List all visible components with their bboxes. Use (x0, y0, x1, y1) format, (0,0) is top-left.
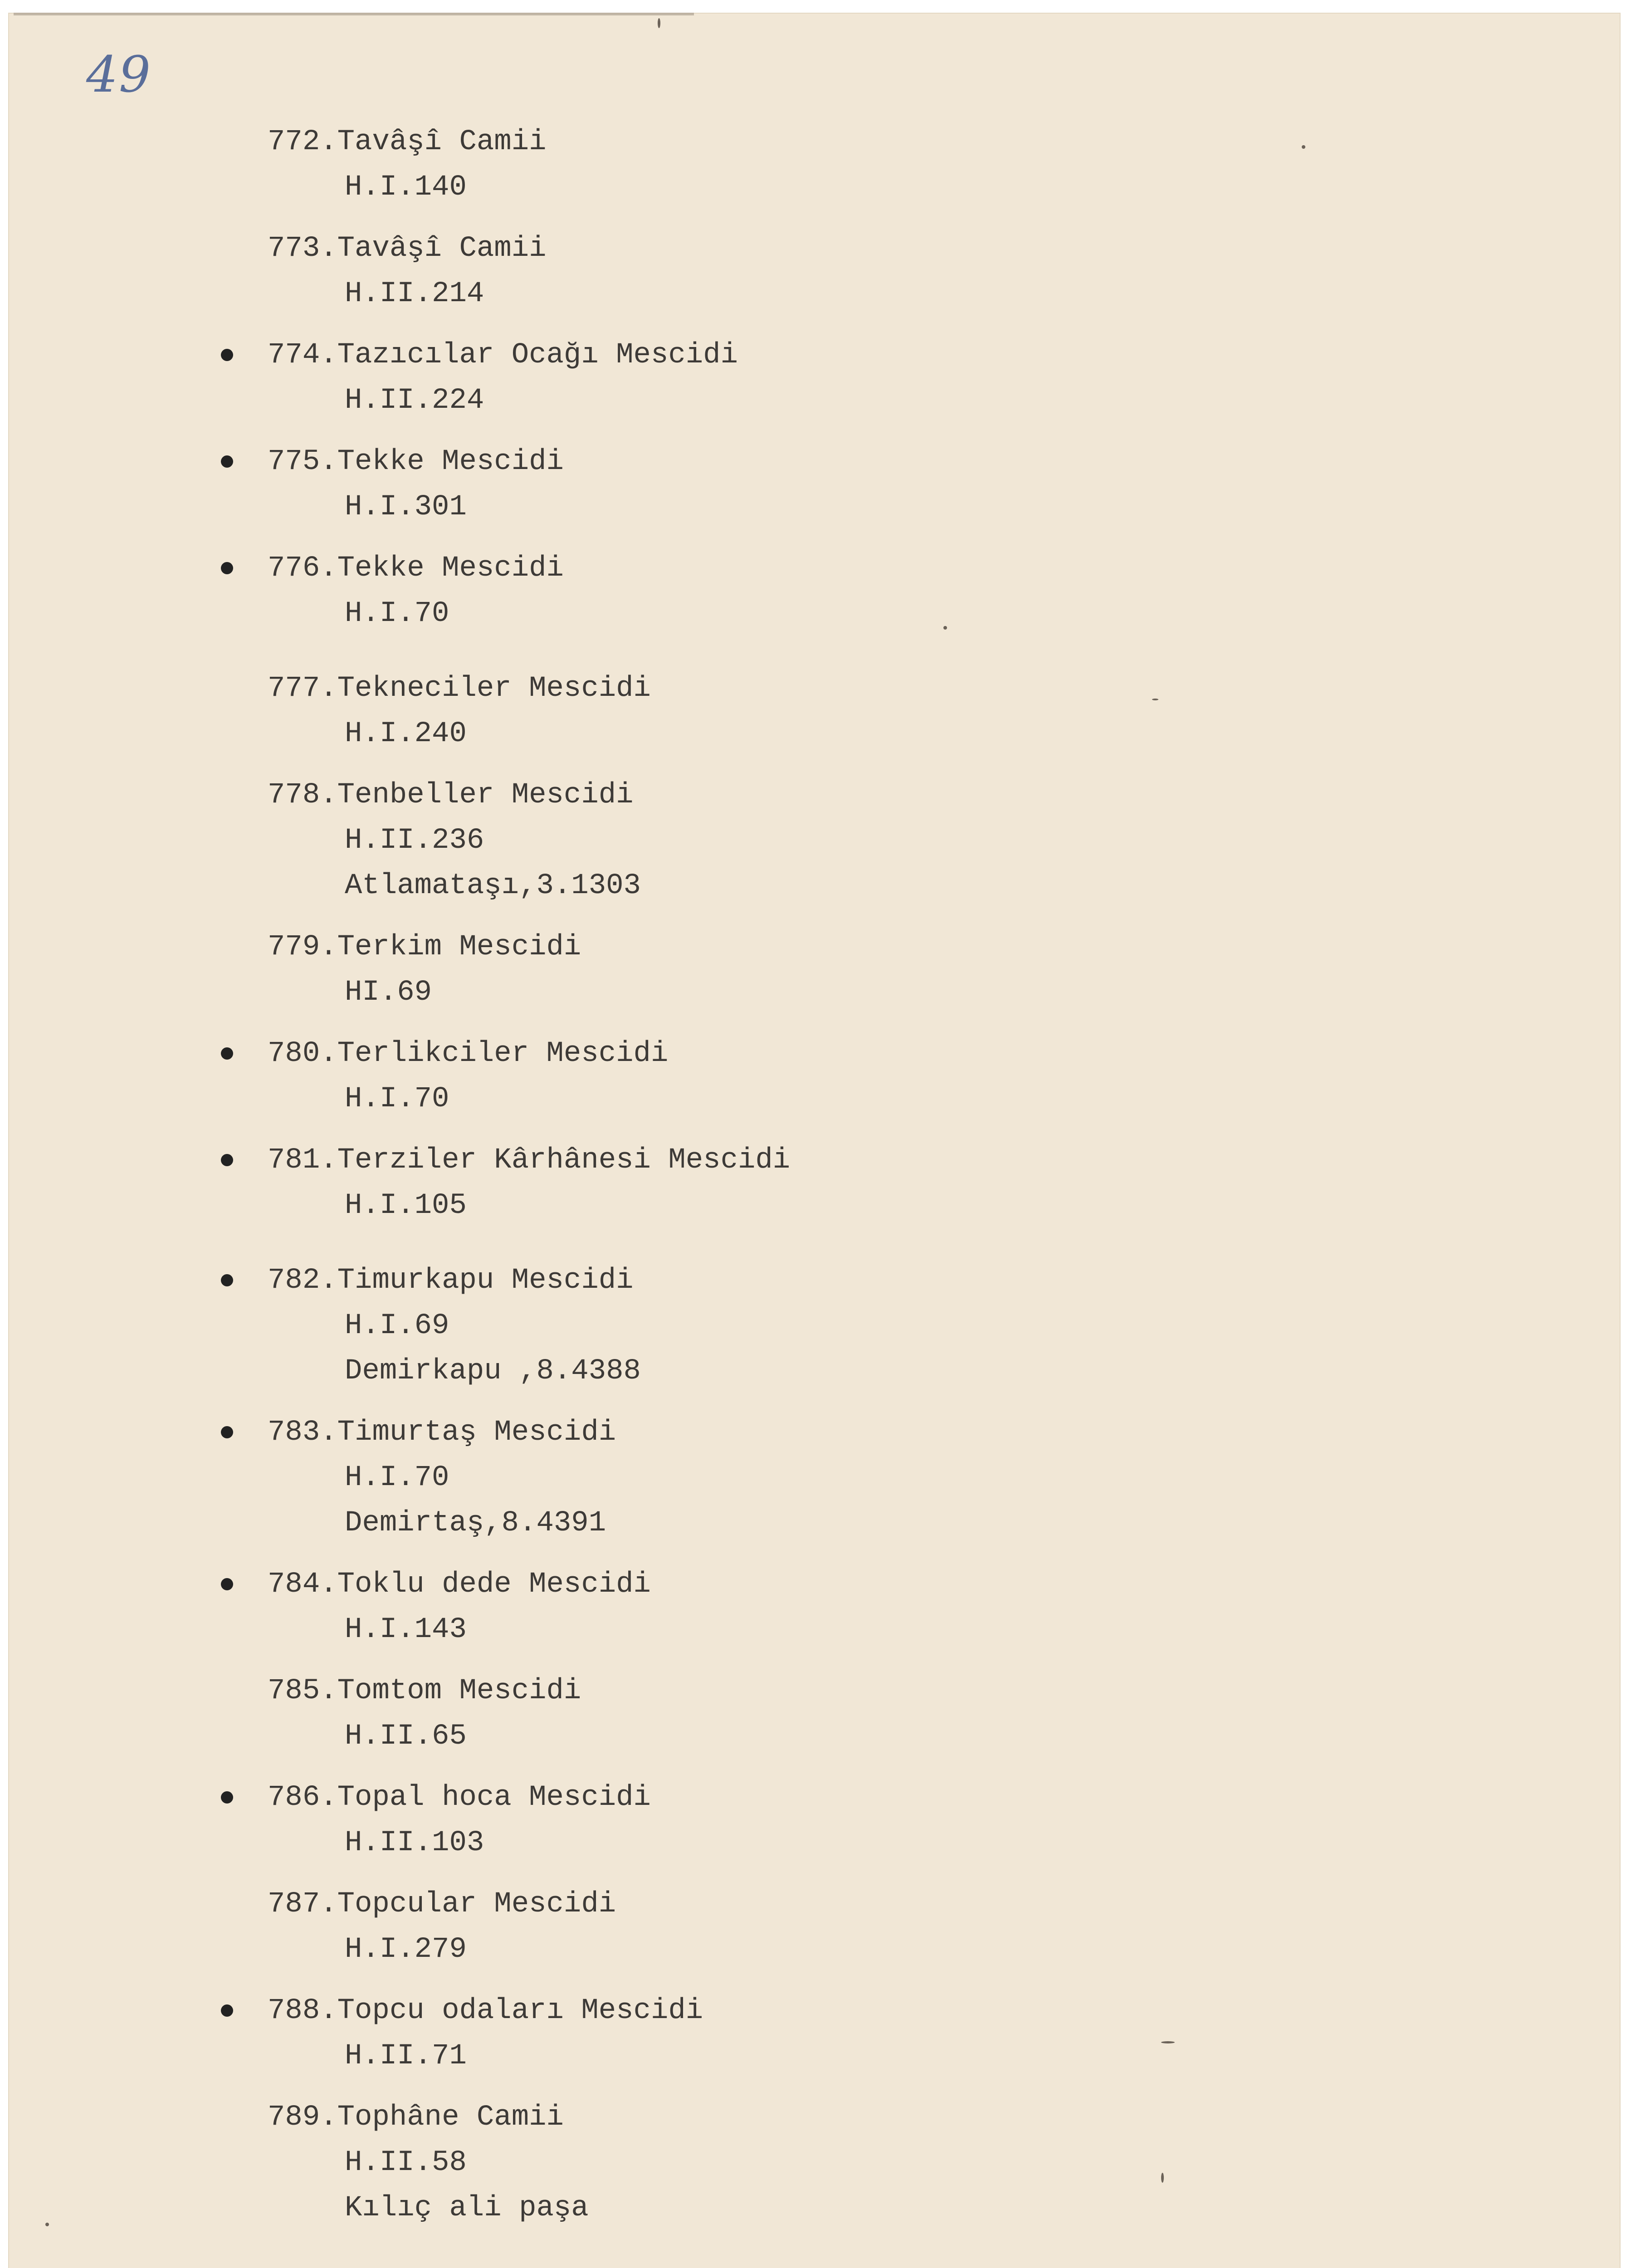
list-item (268, 1258, 790, 1394)
entry-detail: H.II.214 (345, 278, 484, 310)
entry-detail: H.I.70 (345, 597, 449, 630)
list-item (268, 1668, 790, 1759)
entry-detail: H.II.58 (345, 2146, 467, 2179)
bullet-mark (221, 1047, 233, 1060)
bullet-mark (221, 455, 233, 468)
page-number: 49 (86, 45, 151, 103)
entry-detail: H.I.143 (345, 1613, 467, 1646)
entry-title: 781.Terziler Kârhânesi Mescidi (268, 1144, 791, 1177)
entry-detail: H.II.236 (345, 824, 484, 857)
list-item (268, 546, 790, 636)
entry-title: 777.Tekneciler Mescidi (268, 672, 651, 705)
entry-title: 784.Toklu dede Mescidi (268, 1568, 651, 1601)
entry-title: 786.Topal hoca Mescidi (268, 1781, 651, 1814)
entry-title: 783.Timurtaş Mescidi (268, 1416, 616, 1449)
entry-title: 785.Tomtom Mescidi (268, 1675, 581, 1707)
entry-detail: Demirkapu ,8.4388 (345, 1355, 641, 1388)
list-item (268, 1988, 790, 2079)
entry-title: 774.Tazıcılar Ocağı Mescidi (268, 339, 738, 371)
entry-detail: H.I.140 (345, 171, 467, 204)
entry-title: 789.Tophâne Camii (268, 2101, 564, 2134)
list-item (268, 2095, 790, 2231)
entry-detail: H.I.70 (345, 1461, 449, 1494)
bullet-mark (221, 1426, 233, 1438)
entry-detail: H.II.71 (345, 2040, 467, 2072)
bullet-mark (221, 562, 233, 574)
bullet-mark (221, 1578, 233, 1590)
paper-speck (658, 18, 660, 28)
entry-title: 773.Tavâşî Camii (268, 232, 547, 265)
list-item (268, 1031, 790, 1122)
entry-title: 778.Tenbeller Mescidi (268, 779, 634, 811)
list-item (268, 1775, 790, 1866)
entry-title: 788.Topcu odaları Mescidi (268, 1994, 703, 2027)
entry-detail: H.I.279 (345, 1933, 467, 1966)
entry-title: 775.Tekke Mescidi (268, 445, 564, 478)
list-item (268, 332, 790, 423)
entry-title: 776.Tekke Mescidi (268, 552, 564, 585)
list-item (268, 119, 790, 210)
list-item (268, 666, 790, 757)
entry-list (268, 103, 790, 2231)
entry-detail: H.I.69 (345, 1310, 449, 1342)
entry-title: 780.Terlikciler Mescidi (268, 1037, 669, 1070)
entry-detail: H.II.224 (345, 384, 484, 417)
entry-detail: H.II.103 (345, 1827, 484, 1859)
entry-detail: Demirtaş,8.4391 (345, 1507, 606, 1540)
paper-sheet (8, 13, 1621, 2268)
bullet-mark (221, 1791, 233, 1804)
paper-speck (45, 2223, 49, 2226)
list-item (268, 772, 790, 909)
list-item (268, 1410, 790, 1546)
entry-detail: H.I.240 (345, 718, 467, 750)
entry-title: 779.Terkim Mescidi (268, 931, 581, 963)
list-item (268, 439, 790, 530)
bullet-mark (221, 2004, 233, 2017)
entry-detail: Atlamataşı,3.1303 (345, 870, 641, 902)
list-item (268, 1562, 790, 1652)
paper-speck (1161, 2173, 1164, 2183)
bullet-mark (221, 1154, 233, 1166)
bullet-mark (221, 349, 233, 361)
paper-top-edge (14, 13, 694, 15)
entry-detail: H.II.65 (345, 1720, 467, 1753)
entry-detail: HI.69 (345, 976, 432, 1009)
list-item (268, 1882, 790, 1972)
entry-detail: H.I.105 (345, 1189, 467, 1222)
list-item (268, 924, 790, 1015)
entry-detail: H.I.70 (345, 1083, 449, 1115)
entry-title: 782.Timurkapu Mescidi (268, 1264, 634, 1297)
paper-speck (1152, 699, 1158, 700)
list-item (268, 226, 790, 317)
entry-title: 787.Topcular Mescidi (268, 1888, 616, 1921)
entry-detail: Kılıç ali paşa (345, 2192, 589, 2224)
entry-detail: H.I.301 (345, 491, 467, 523)
paper-speck (943, 626, 947, 630)
bullet-mark (221, 1274, 233, 1286)
paper-speck (1161, 2041, 1175, 2043)
entry-title: 772.Tavâşî Camii (268, 126, 547, 158)
list-item (268, 1138, 790, 1228)
paper-speck (1302, 145, 1305, 149)
